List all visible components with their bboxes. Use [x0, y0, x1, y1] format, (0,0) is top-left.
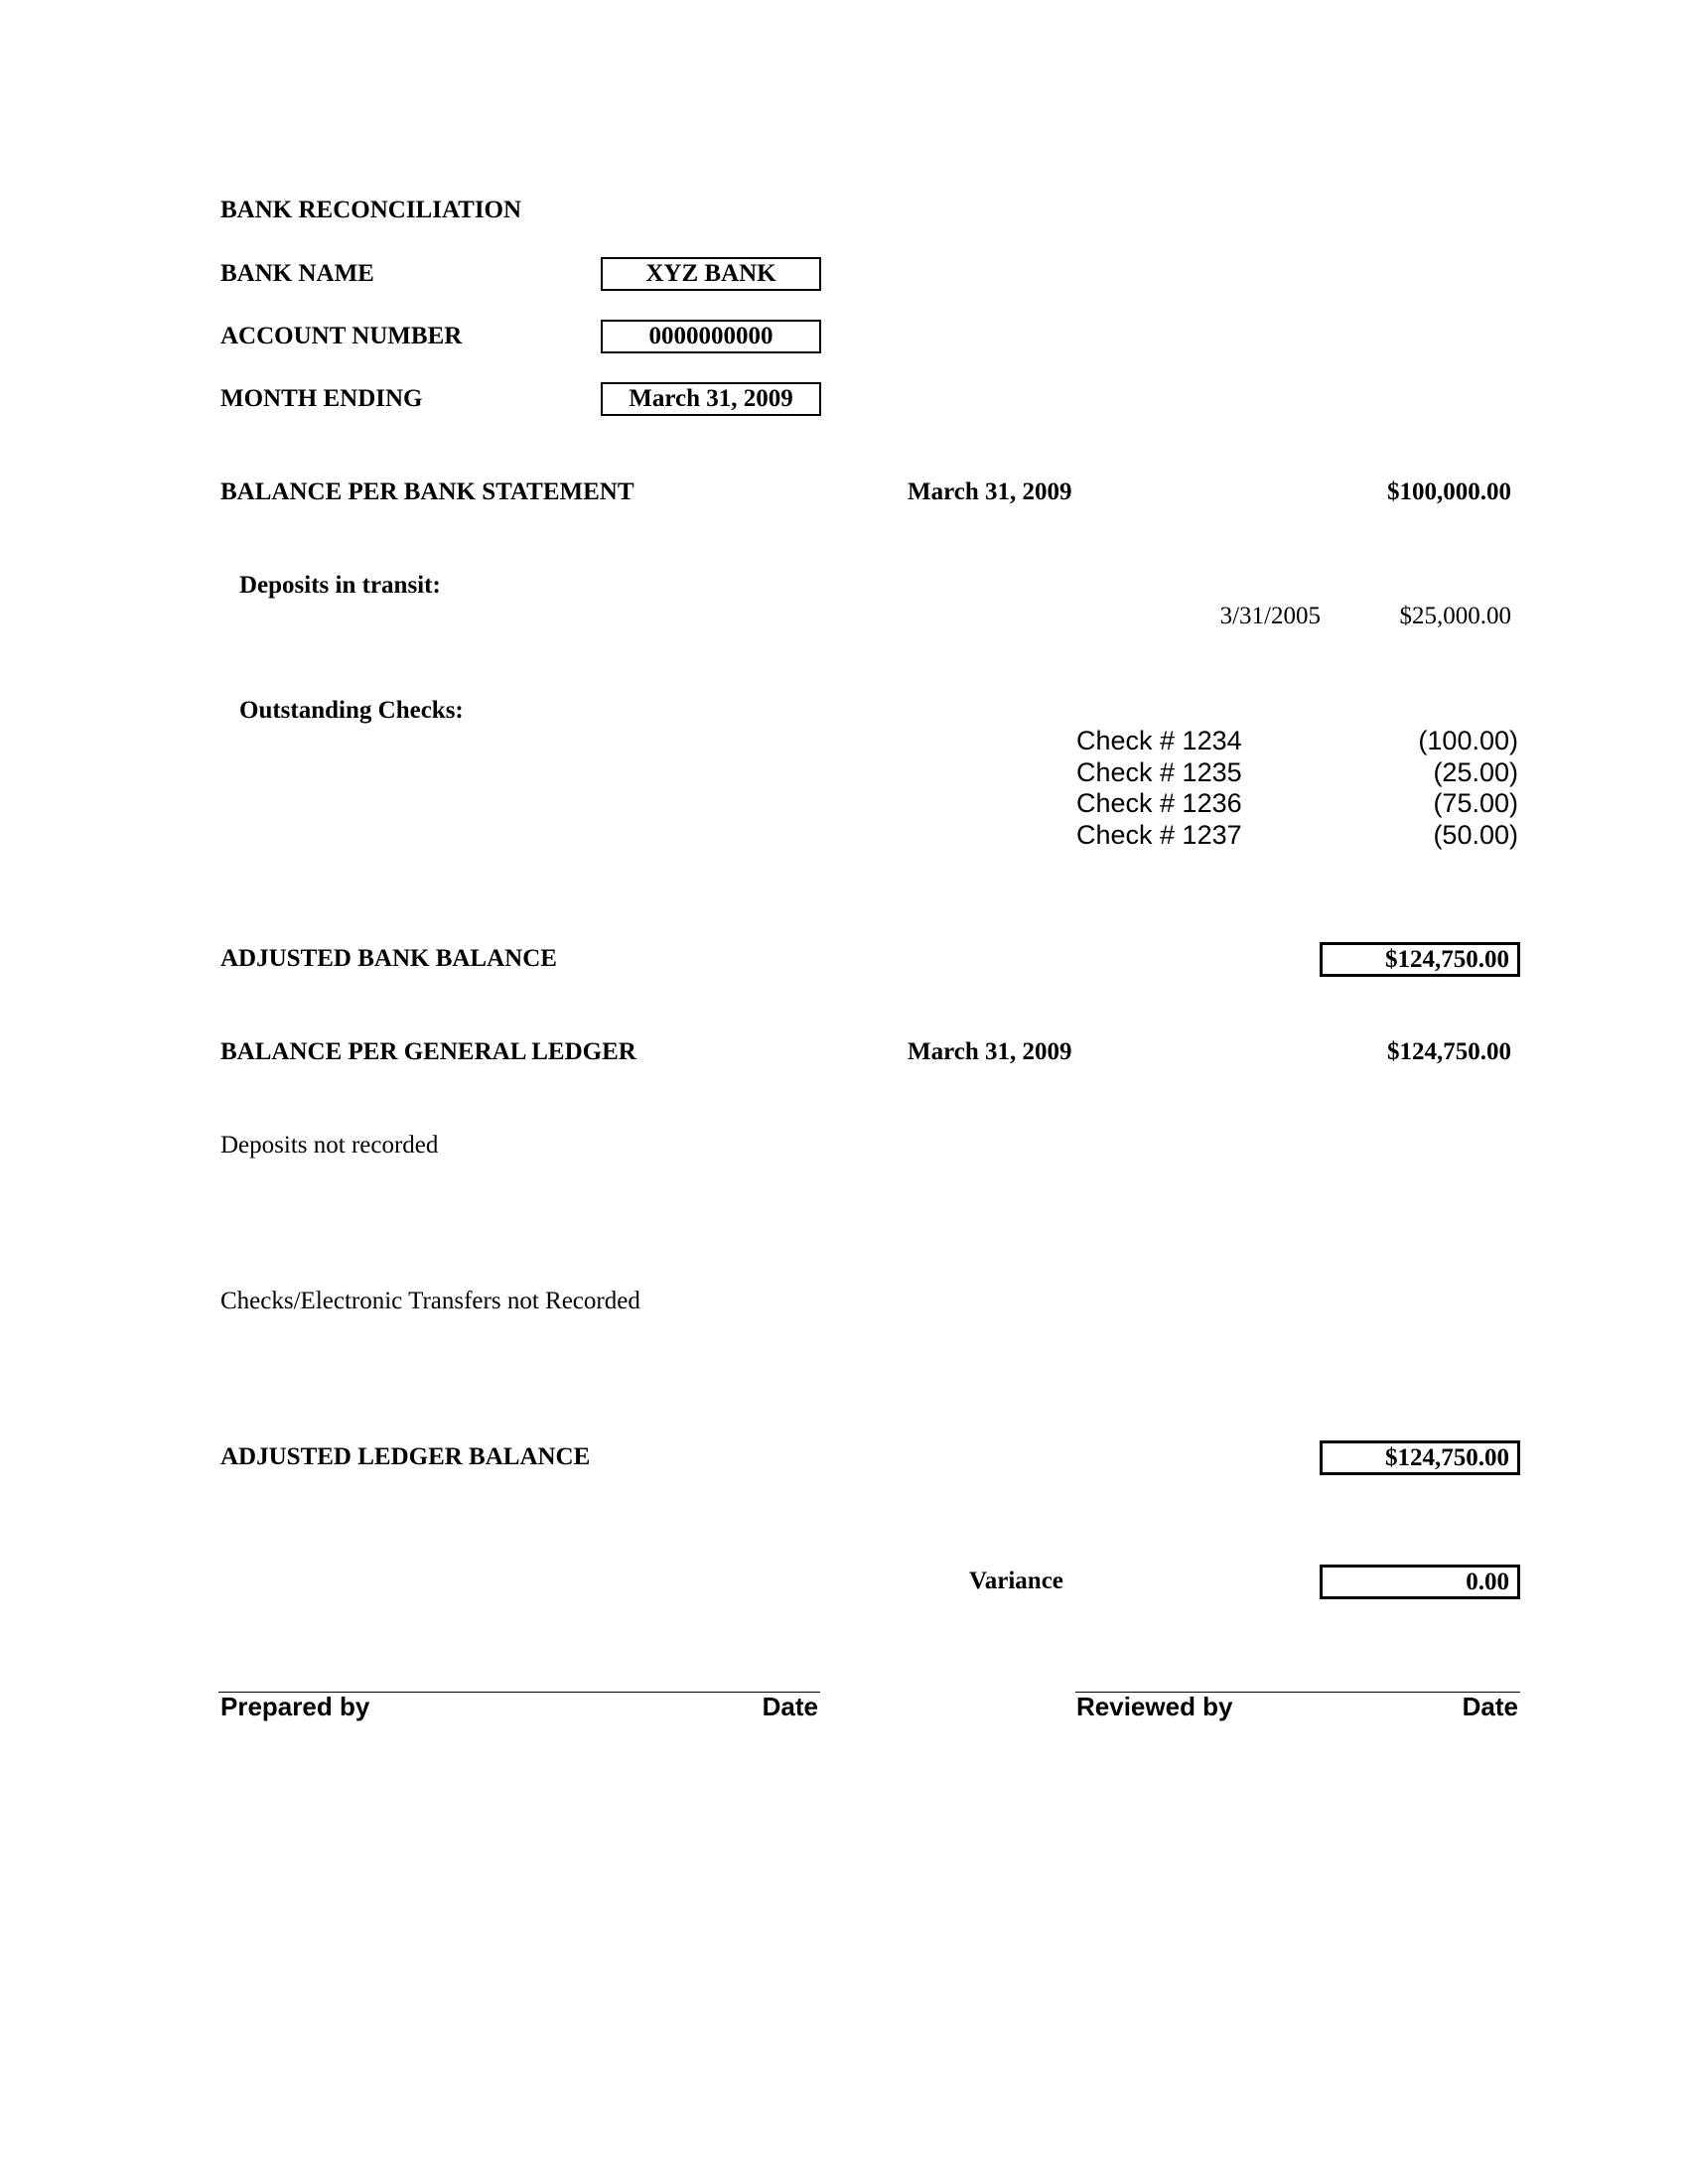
reviewed-date-label: Date [1462, 1692, 1518, 1721]
check-amount: (75.00) [1433, 788, 1518, 818]
general-ledger-date: March 31, 2009 [908, 1038, 1072, 1065]
check-amount: (100.00) [1418, 726, 1518, 755]
check-amount: (25.00) [1433, 757, 1518, 787]
deposit-in-transit-amount: $25,000.00 [1399, 603, 1511, 629]
variance-label: Variance [969, 1568, 1063, 1594]
outstanding-check-row [1076, 725, 1518, 756]
outstanding-check-row [1076, 819, 1518, 851]
outstanding-check-row [1076, 787, 1518, 819]
check-number: Check # 1237 [1076, 820, 1242, 850]
month-ending-field[interactable]: March 31, 2009 [601, 382, 821, 416]
deposits-not-recorded-label: Deposits not recorded [220, 1132, 439, 1159]
outstanding-checks-label: Outstanding Checks: [239, 697, 464, 724]
bank-name-label: BANK NAME [220, 260, 374, 287]
prepared-by-label: Prepared by [220, 1692, 370, 1721]
bank-statement-date: March 31, 2009 [908, 478, 1072, 505]
account-number-field[interactable]: 0000000000 [601, 320, 821, 353]
check-number: Check # 1236 [1076, 788, 1242, 818]
general-ledger-amount: $124,750.00 [1387, 1038, 1511, 1065]
reviewed-by-label: Reviewed by [1076, 1692, 1233, 1721]
check-amount: (50.00) [1433, 820, 1518, 850]
prepared-date-label: Date [762, 1692, 818, 1721]
bank-name-field[interactable]: XYZ BANK [601, 257, 821, 291]
bank-statement-label: BALANCE PER BANK STATEMENT [220, 478, 634, 505]
bank-statement-amount: $100,000.00 [1387, 478, 1511, 505]
adjusted-bank-balance-amount: $124,750.00 [1320, 942, 1520, 977]
deposits-in-transit-label: Deposits in transit: [239, 572, 441, 599]
account-number-label: ACCOUNT NUMBER [220, 323, 463, 349]
checks-not-recorded-label: Checks/Electronic Transfers not Recorded [220, 1288, 640, 1314]
month-ending-label: MONTH ENDING [220, 385, 423, 412]
adjusted-ledger-balance-label: ADJUSTED LEDGER BALANCE [220, 1443, 591, 1470]
adjusted-ledger-balance-amount: $124,750.00 [1320, 1440, 1520, 1475]
adjusted-bank-balance-label: ADJUSTED BANK BALANCE [220, 945, 557, 972]
outstanding-check-row [1076, 756, 1518, 788]
variance-amount: 0.00 [1320, 1565, 1520, 1599]
page-title: BANK RECONCILIATION [220, 197, 522, 223]
general-ledger-label: BALANCE PER GENERAL LEDGER [220, 1038, 636, 1065]
deposit-in-transit-date: 3/31/2005 [1219, 603, 1321, 629]
check-number: Check # 1234 [1076, 726, 1242, 755]
check-number: Check # 1235 [1076, 757, 1242, 787]
